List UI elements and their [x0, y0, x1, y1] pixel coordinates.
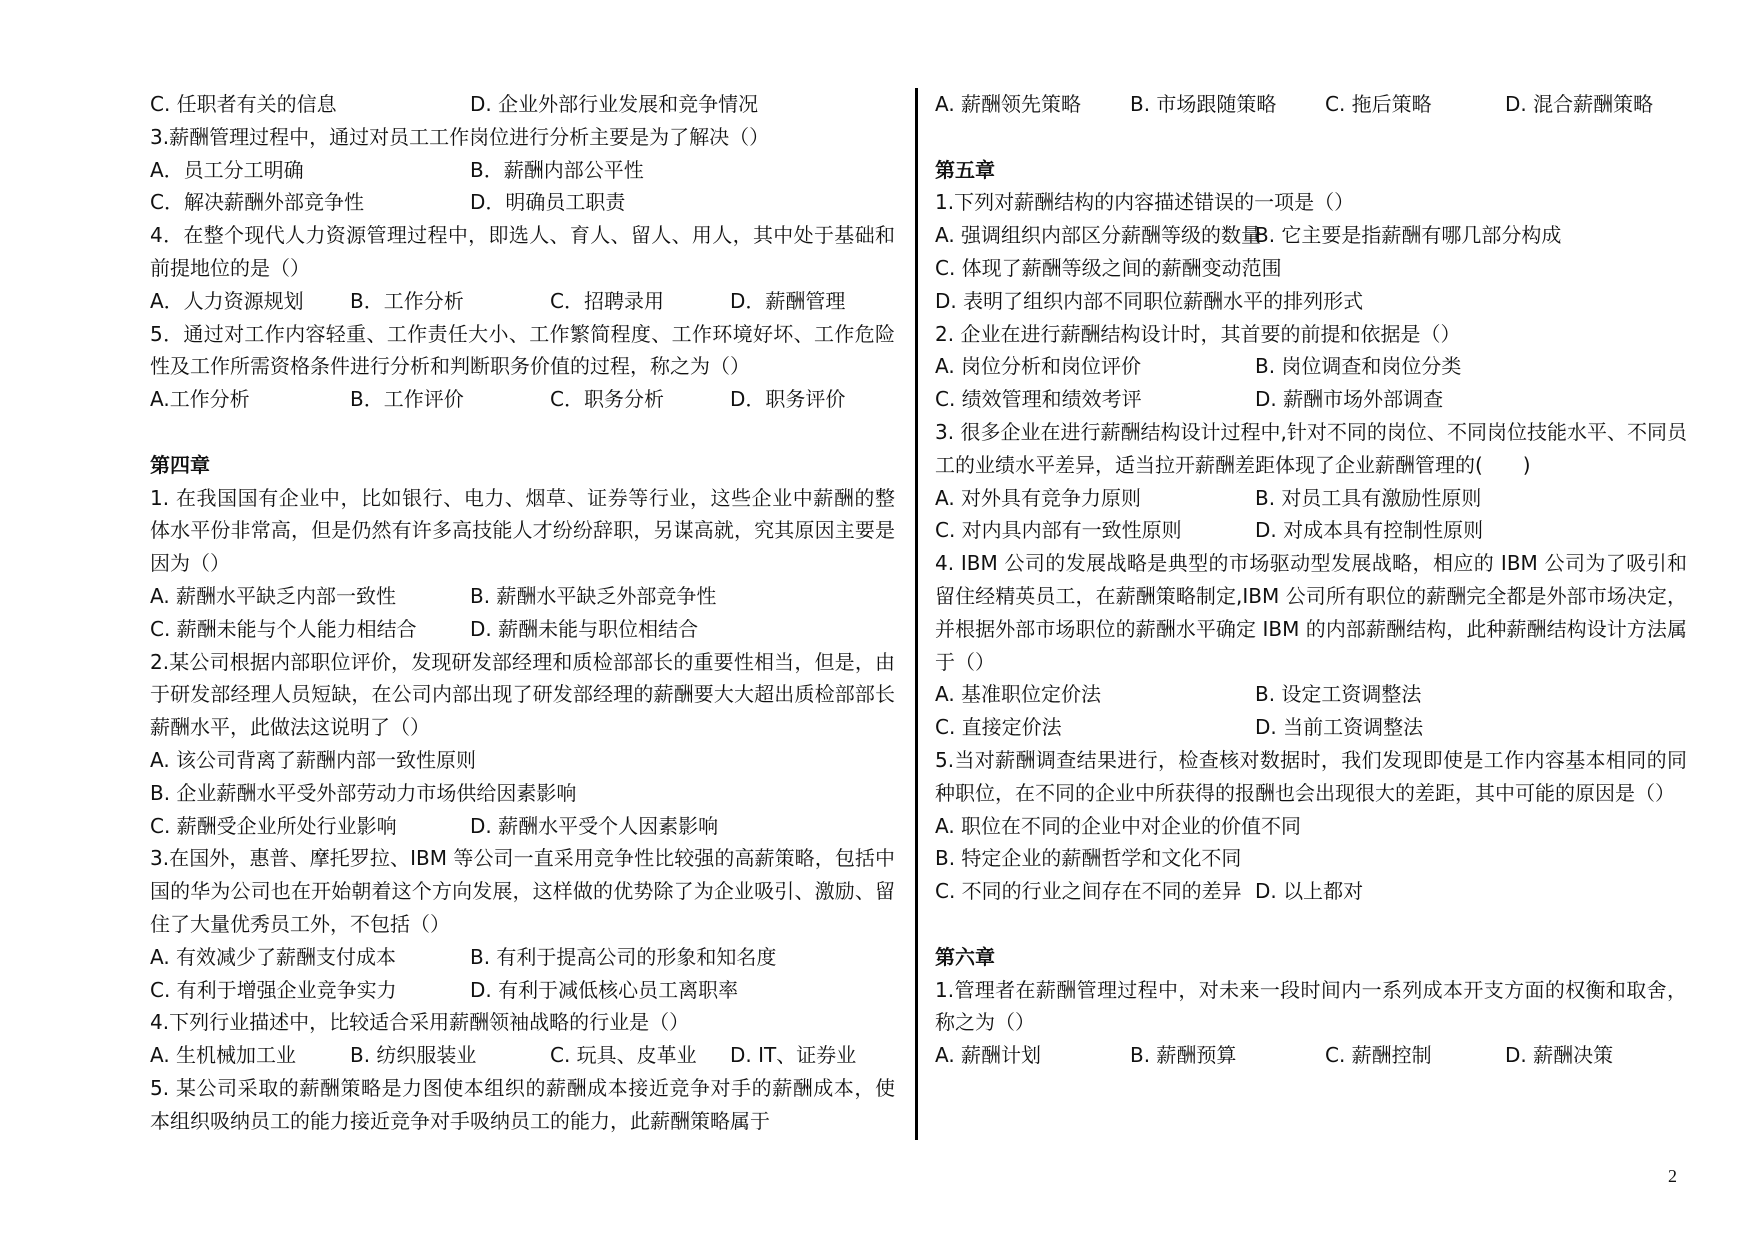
right-column: [935, 88, 1687, 1072]
answer-option: A. 对外具有竞争力原则: [935, 485, 1142, 510]
answer-options-row: [935, 383, 1687, 416]
question-text: 4.下列行业描述中，比较适合采用薪酬领袖战略的行业是（）: [150, 1010, 690, 1035]
question-text: C. 体现了薪酬等级之间的薪酬变动范围: [935, 255, 1282, 280]
answer-option: A. 有效减少了薪酬支付成本: [150, 944, 397, 969]
answer-option: A. 基准职位定价法: [935, 682, 1102, 707]
answer-option: C. 拖后策略: [1325, 92, 1432, 116]
answer-options-row: [935, 1039, 1687, 1072]
question-text: D. 表明了组织内部不同职位薪酬水平的排列形式: [935, 288, 1364, 313]
blank-line: [150, 416, 895, 449]
answer-option: B. 对员工具有激励性原则: [1255, 485, 1482, 510]
question-text: 5.当对薪酬调查结果进行，检查核对数据时，我们发现即使是工作内容基本相同的同种职位，在不同的企业中所获得的报酬也会出现很大的差距，其中可能的原因是（）: [935, 747, 1687, 805]
answer-options-row: [935, 711, 1687, 744]
page-number: 2: [1668, 1166, 1677, 1186]
answer-option: D. 有利于减低核心员工离职率: [470, 977, 739, 1002]
question-text: 2. 企业在进行薪酬结构设计时，其首要的前提和依据是（）: [935, 321, 1461, 346]
answer-option: D. 薪酬未能与职位相结合: [470, 616, 699, 641]
answer-options-row: [935, 88, 1687, 121]
question-text: 5．通过对工作内容轻重、工作责任大小、工作繁简程度、工作环境好坏、工作危险性及工作所需资格条件进行分析和判断职务价值的过程，称之为（）: [150, 321, 895, 379]
answer-option: D. 薪酬水平受个人因素影响: [470, 813, 719, 838]
answer-option: C. 不同的行业之间存在不同的差异: [935, 879, 1242, 904]
answer-option: A. 薪酬领先策略: [935, 92, 1082, 116]
answer-option: B．薪酬内部公平性: [470, 157, 644, 182]
answer-option: D. 当前工资调整法: [1255, 715, 1424, 740]
answer-options-row: [150, 974, 895, 1007]
answer-option: C. 任职者有关的信息: [150, 92, 337, 116]
answer-option: B. 有利于提高公司的形象和知名度: [470, 944, 777, 969]
answer-option: C. 对内具内部有一致性原则: [935, 518, 1182, 543]
answer-options-row: [935, 678, 1687, 711]
chapter-heading: 第六章: [935, 944, 995, 969]
answer-option: A.工作分析: [150, 387, 250, 412]
answer-options-row: [150, 186, 895, 219]
column-divider: [915, 88, 918, 1140]
answer-option: D. 薪酬市场外部调查: [1255, 387, 1444, 412]
question-text: A. 该公司背离了薪酬内部一致性原则: [150, 747, 477, 772]
answer-option: B. 市场跟随策略: [1130, 92, 1277, 116]
answer-options-row: [150, 285, 895, 318]
answer-options-row: [935, 875, 1687, 908]
answer-option: D. 以上都对: [1255, 879, 1364, 904]
answer-option: B．工作评价: [350, 387, 464, 412]
answer-option: C．职务分析: [550, 387, 664, 412]
answer-options-row: [935, 219, 1687, 252]
question-text: 1.下列对薪酬结构的内容描述错误的一项是（）: [935, 190, 1355, 215]
answer-option: C. 玩具、皮革业: [550, 1043, 697, 1068]
answer-option: B. 纺织服装业: [350, 1043, 477, 1068]
answer-option: B. 岗位调查和岗位分类: [1255, 354, 1462, 379]
answer-option: A. 薪酬水平缺乏内部一致性: [150, 583, 397, 608]
answer-option: D. 对成本具有控制性原则: [1255, 518, 1484, 543]
question-text: 2.某公司根据内部职位评价，发现研发部经理和质检部部长的重要性相当，但是，由于研发部经理人员短缺，在公司内部出现了研发部经理的薪酬要大大超出质检部部长薪酬水平，此做法这说明了（）: [150, 649, 895, 740]
answer-option: D. 混合薪酬策略: [1505, 92, 1654, 116]
question-text: 3. 很多企业在进行薪酬结构设计过程中,针对不同的岗位、不同岗位技能水平、不同员工的业绩水平差异，适当拉开薪酬差距体现了企业薪酬管理的( ): [935, 419, 1687, 477]
left-column: [150, 88, 895, 1138]
answer-option: B. 薪酬预算: [1130, 1043, 1237, 1068]
question-text: 3.在国外，惠普、摩托罗拉、IBM 等公司一直采用竞争性比较强的高薪策略，包括中国的华为公司也在开始朝着这个方向发展，这样做的优势除了为企业吸引、激励、留住了大量优秀员工外，不包括（）: [150, 846, 895, 936]
answer-options-row: [935, 350, 1687, 383]
answer-options-row: [150, 613, 895, 646]
question-text: 4. IBM 公司的发展战略是典型的市场驱动型发展战略，相应的 IBM 公司为了吸引和留住经精英员工，在薪酬策略制定,IBM 公司所有职位的薪酬完全都是外部市场决定，并根据外部市场职位的薪酬水平确定 IBM 的内部薪酬结构，此种薪酬结构设计方法属于（）: [935, 551, 1687, 674]
answer-option: A．员工分工明确: [150, 157, 304, 182]
question-text: B. 特定企业的薪酬哲学和文化不同: [935, 846, 1242, 871]
answer-option: D. 薪酬决策: [1505, 1043, 1614, 1068]
answer-option: C. 薪酬未能与个人能力相结合: [150, 616, 417, 641]
question-text: 4．在整个现代人力资源管理过程中，即选人、育人、留人、用人，其中处于基础和前提地位的是（）: [150, 223, 895, 280]
question-text: 1.管理者在薪酬管理过程中，对未来一段时间内一系列成本开支方面的权衡和取舍，称之为（）: [935, 977, 1687, 1035]
answer-option: B．工作分析: [350, 288, 464, 313]
answer-option: A．人力资源规划: [150, 288, 304, 313]
answer-options-row: [150, 383, 895, 416]
answer-option: A. 薪酬计划: [935, 1043, 1042, 1068]
answer-option: C．招聘录用: [550, 288, 664, 313]
chapter-heading: 第五章: [935, 157, 995, 182]
answer-option: C. 直接定价法: [935, 715, 1062, 740]
answer-option: D．薪酬管理: [730, 288, 846, 313]
answer-option: B. 它主要是指薪酬有哪几部分构成: [1255, 223, 1562, 248]
answer-options-row: [935, 514, 1687, 547]
answer-option: C. 绩效管理和绩效考评: [935, 387, 1142, 412]
answer-option: D．明确员工职责: [470, 190, 626, 215]
question-text: 1. 在我国国有企业中，比如银行、电力、烟草、证券等行业，这些企业中薪酬的整体水平份非常高，但是仍然有许多高技能人才纷纷辞职，另谋高就，究其原因主要是因为（）: [150, 485, 895, 576]
answer-option: A. 强调组织内部区分薪酬等级的数量: [935, 223, 1262, 248]
answer-option: D. 企业外部行业发展和竞争情况: [470, 92, 759, 116]
question-text: 5. 某公司采取的薪酬策略是力图使本组织的薪酬成本接近竞争对手的薪酬成本，使本组织吸纳员工的能力接近竞争对手吸纳员工的能力，此薪酬策略属于: [150, 1075, 895, 1133]
answer-options-row: [150, 941, 895, 974]
answer-option: C. 薪酬受企业所处行业影响: [150, 813, 397, 838]
answer-options-row: [150, 88, 895, 121]
answer-option: C．解决薪酬外部竞争性: [150, 190, 364, 215]
answer-option: B. 薪酬水平缺乏外部竞争性: [470, 583, 717, 608]
blank-line: [935, 121, 1687, 154]
answer-option: C. 有利于增强企业竞争实力: [150, 977, 397, 1002]
question-text: 3.薪酬管理过程中，通过对员工工作岗位进行分析主要是为了解决（）: [150, 124, 770, 149]
answer-options-row: [150, 154, 895, 187]
answer-option: D．职务评价: [730, 387, 846, 412]
question-text: A. 职位在不同的企业中对企业的价值不同: [935, 813, 1302, 838]
answer-option: C. 薪酬控制: [1325, 1043, 1432, 1068]
answer-option: D. IT、证券业: [730, 1043, 857, 1068]
answer-options-row: [150, 580, 895, 613]
answer-options-row: [150, 810, 895, 843]
answer-option: A. 岗位分析和岗位评价: [935, 354, 1142, 379]
blank-line: [935, 908, 1687, 941]
answer-options-row: [150, 1039, 895, 1072]
answer-option: B. 设定工资调整法: [1255, 682, 1422, 707]
question-text: B. 企业薪酬水平受外部劳动力市场供给因素影响: [150, 780, 577, 805]
answer-option: A. 生机械加工业: [150, 1043, 297, 1068]
answer-options-row: [935, 482, 1687, 515]
chapter-heading: 第四章: [150, 452, 210, 477]
